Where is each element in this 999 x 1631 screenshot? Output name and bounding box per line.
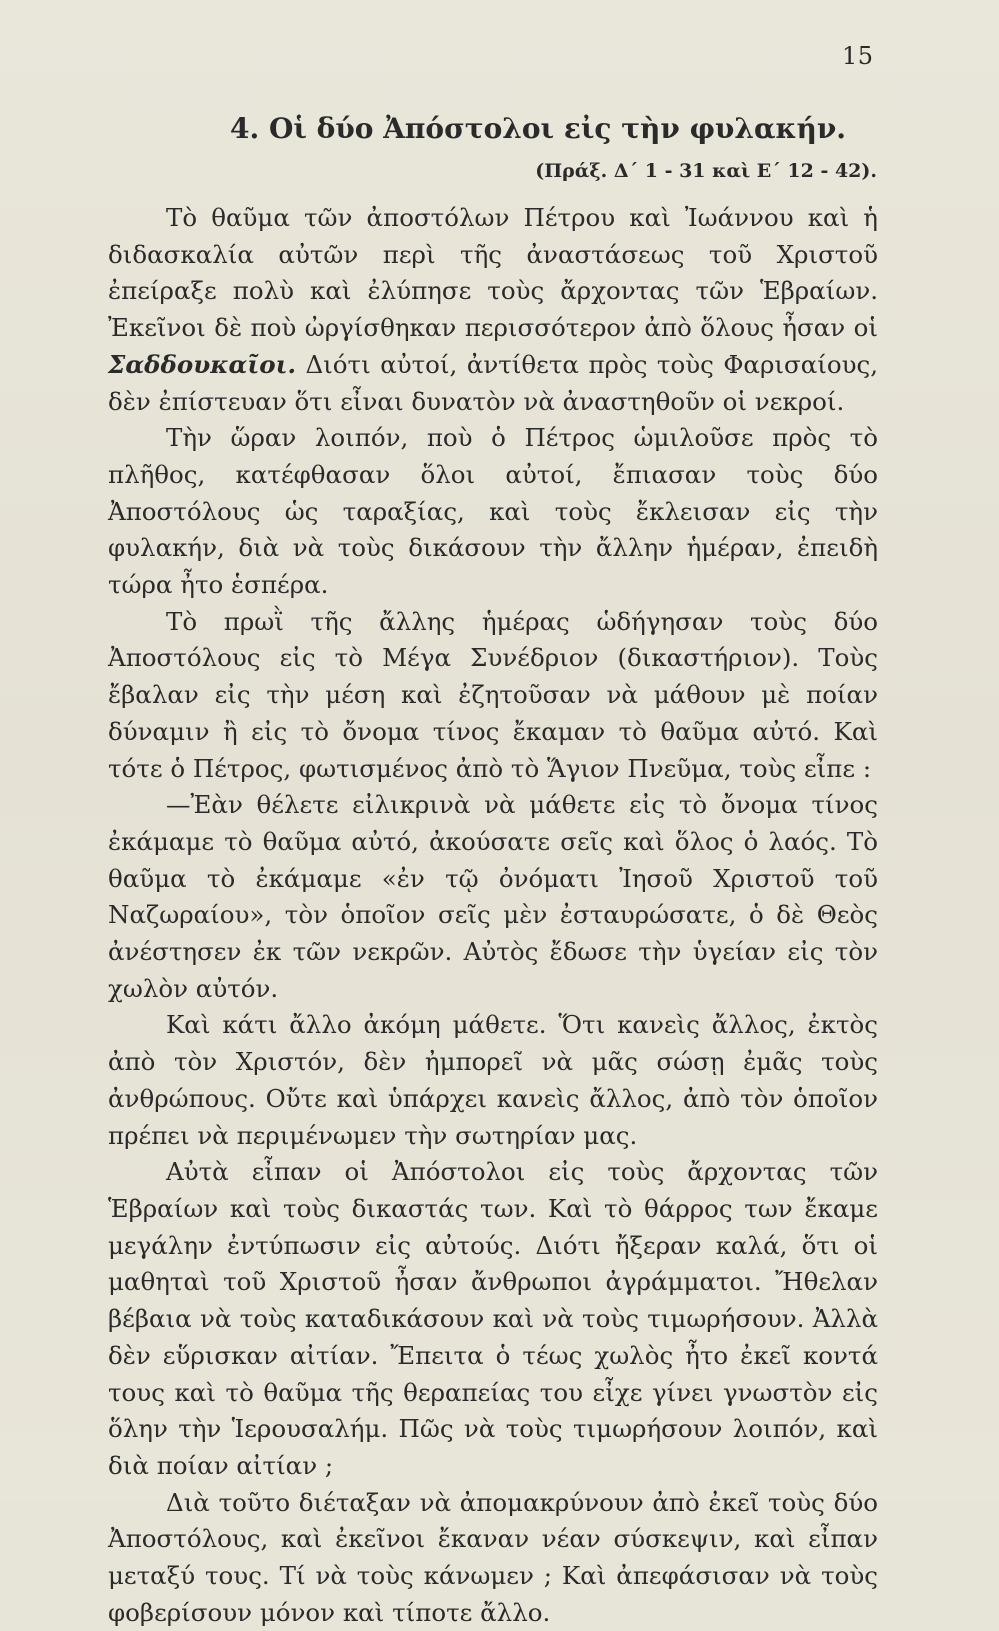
- chapter-title: 4. Οἱ δύο Ἀπόστολοι εἰς τὴν φυλακήν.: [230, 112, 847, 145]
- paragraph-5: Καὶ κάτι ἄλλο ἀκόμη μάθετε. Ὅτι κανεὶς ἄλλος, ἐκτὸς ἀπὸ τὸν Χριστόν, δὲν ἠμπορεῖ νὰ μᾶς σώσῃ ἐμᾶς τοὺς ἀνθρώπους. Οὔτε καὶ ὑπάρχει κανεὶς ἄλλος, ἀπὸ τὸν ὁποῖον πρέπει νὰ περιμένωμεν τὴν σωτηρίαν μας.: [108, 1010, 878, 1150]
- scripture-reference: (Πράξ. Δ΄ 1 - 31 καὶ Ε΄ 12 - 42).: [535, 160, 877, 182]
- body-text: [108, 200, 878, 1631]
- paragraph-1-before: Τὸ θαῦμα τῶν ἀποστόλων Πέτρου καὶ Ἰωάννου καὶ ἡ διδασκαλία αὐτῶν περὶ τῆς ἀναστάσεως τοῦ Χριστοῦ ἐπείραξε πολὺ καὶ ἐλύπησε τοὺς ἄρχοντας τῶν Ἑβραίων. Ἐκεῖνοι δὲ ποὺ ὠργίσθηκαν περισσότερον ἀπὸ ὅλους ἦσαν οἱ: [108, 203, 878, 343]
- paragraph-1-after: Διότι αὐτοί, ἀντίθετα πρὸς τοὺς Φαρισαίους, δὲν ἐπίστευαν ὅτι εἶναι δυνατὸν νὰ ἀναστηθοῦν οἱ νεκροί.: [108, 349, 878, 416]
- paragraph-2: Τὴν ὥραν λοιπόν, ποὺ ὁ Πέτρος ὡμιλοῦσε πρὸς τὸ πλῆθος, κατέφθασαν ὅλοι αὐτοί, ἔπιασαν τοὺς δύο Ἀποστόλους ὡς ταραξίας, καὶ τοὺς ἔκλεισαν εἰς τὴν φυλακήν, διὰ νὰ τοὺς δικάσουν τὴν ἄλλην ἡμέραν, ἐπειδὴ τώρα ἦτο ἑσπέρα.: [108, 423, 878, 600]
- paragraph-4-speech: —Ἐὰν θέλετε εἰλικρινὰ νὰ μάθετε εἰς τὸ ὄνομα τίνος ἐκάμαμε τὸ θαῦμα αὐτό, ἀκούσατε σεῖς καὶ ὅλος ὁ λαός. Τὸ θαῦμα τὸ ἐκάμαμε «ἐν τῷ ὀνόματι Ἰησοῦ Χριστοῦ τοῦ Ναζωραίου», τὸν ὁποῖον σεῖς μὲν ἐσταυρώσατε, ὁ δὲ Θεὸς ἀνέστησεν ἐκ τῶν νεκρῶν. Αὐτὸς ἔδωσε τὴν ὑγείαν εἰς τὸν χωλὸν αὐτόν.: [108, 790, 878, 1003]
- paragraph-7: Διὰ τοῦτο διέταξαν νὰ ἀπομακρύνουν ἀπὸ ἐκεῖ τοὺς δύο Ἀποστόλους, καὶ ἐκεῖνοι ἔκαναν νέαν σύσκεψιν, καὶ εἶπαν μεταξύ τους. Τί νὰ τοὺς κάνωμεν ; Καὶ ἀπεφάσισαν νὰ τοὺς φοβερίσουν μόνον καὶ τίποτε ἄλλο.: [108, 1487, 878, 1627]
- paragraph-6: Αὐτὰ εἶπαν οἱ Ἀπόστολοι εἰς τοὺς ἄρχοντας τῶν Ἑβραίων καὶ τοὺς δικαστάς των. Καὶ τὸ θάρρος των ἔκαμε μεγάλην ἐντύπωσιν εἰς αὐτούς. Διότι ἤξεραν καλά, ὅτι οἱ μαθηταὶ τοῦ Χριστοῦ ἦσαν ἄνθρωποι ἀγράμματοι. Ἤθελαν βέβαια νὰ τοὺς καταδικάσουν καὶ νὰ τοὺς τιμωρήσουν. Ἀλλὰ δὲν εὕρισκαν αἰτίαν. Ἔπειτα ὁ τέως χωλὸς ἦτο ἐκεῖ κοντά τους καὶ τὸ θαῦμα τῆς θεραπείας του εἶχε γίνει γνωστὸν εἰς ὅλην τὴν Ἱερουσαλήμ. Πῶς νὰ τοὺς τιμωρήσουν λοιπόν, καὶ διὰ ποίαν αἰτίαν ;: [108, 1157, 878, 1480]
- paragraph-1: [108, 200, 878, 420]
- page-number: 15: [842, 42, 874, 70]
- sadducees-emphasis: Σαδδουκαῖοι.: [108, 349, 296, 379]
- paragraph-3: Τὸ πρωῒ τῆς ἄλλης ἡμέρας ὡδήγησαν τοὺς δύο Ἀποστόλους εἰς τὸ Μέγα Συνέδριον (δικαστήριον). Τοὺς ἔβαλαν εἰς τὴν μέση καὶ ἐζητοῦσαν νὰ μάθουν μὲ ποίαν δύναμιν ἢ εἰς τὸ ὄνομα τίνος ἔκαμαν τὸ θαῦμα αὐτό. Καὶ τότε ὁ Πέτρος, φωτισμένος ἀπὸ τὸ Ἅγιον Πνεῦμα, τοὺς εἶπε :: [108, 606, 878, 783]
